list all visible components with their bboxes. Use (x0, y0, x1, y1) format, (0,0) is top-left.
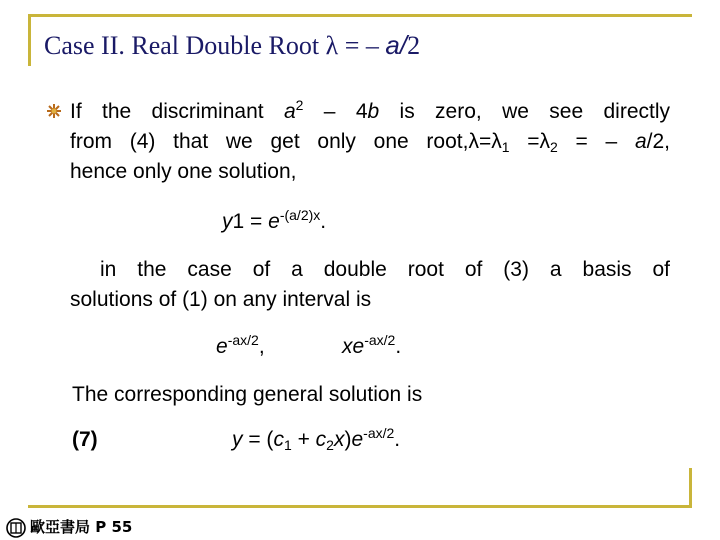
para1-line-3: hence only one solution, (70, 160, 297, 183)
equation-number: (7) (72, 428, 98, 451)
para2-line-2: solutions of (1) on any interval is (70, 288, 372, 311)
para1-line-2: from (4) that we get only one $root,\lambda=\lambda_1 =\lambda_2$ = – a/2, (70, 130, 670, 155)
paragraph-discriminant (70, 97, 670, 187)
paragraph-general-solution: The corresponding general solution is (72, 383, 423, 406)
frame-left-rule (28, 14, 31, 66)
paragraph-basis (70, 255, 670, 315)
footer-publisher-page: 歐亞書局 P 55 (30, 518, 133, 536)
frame-right-rule (689, 468, 692, 508)
frame-bottom-rule (28, 505, 692, 508)
star-bullet-icon (46, 103, 62, 119)
para1-line-1: If the discriminant $a^2 - 4b$ is zero, we see directly (70, 97, 671, 123)
equation-general-solution: $y = (c_1 + c_2x)e^{-ax/2}$. (232, 425, 401, 453)
publisher-logo-icon (6, 518, 26, 538)
frame-top-rule (28, 14, 692, 17)
equation-single-solution: $y1 = e^{-(a/2)x}$. (222, 207, 327, 233)
para2-line-1: in the case of a double root of (3) a basis of (100, 258, 670, 281)
basis-solution-2: $xe^{-ax/2}$. (342, 332, 402, 358)
basis-solution-1: $e^{-ax/2}$, (216, 332, 265, 358)
slide-title: Case II. Real Double Root λ = – a/2 (44, 30, 421, 60)
